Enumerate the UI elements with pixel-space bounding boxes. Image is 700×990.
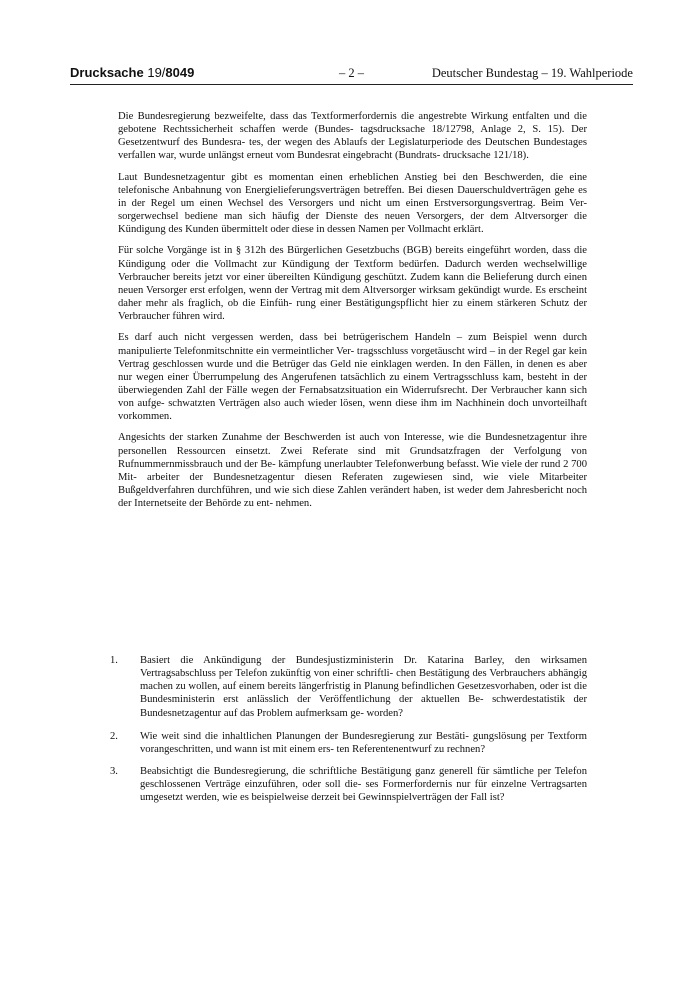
text-line: den wirksamen Vertragsabschluss per Telefon zukünftig von einer schriftli- [140, 655, 587, 680]
text-line: Namen per Vollmacht erklärt. [358, 224, 484, 236]
text-line: Mitarbeiter Bußgeldverfahren durchführen, und wie sich diese Zahlen verändert [118, 471, 588, 497]
question-list [110, 654, 587, 814]
text-line: schwatzten Verträgen also auch wieder lösen, wenn diese ihm im Nachhinein [168, 398, 505, 410]
text-line: ten Referentenentwurf zu rechnen? [336, 743, 486, 755]
text-line: bereits längerfristig in Planung befindlichen Gesetzesvorhaben, oder ist die [267, 681, 587, 693]
text-line: mit Grundsatzfragen der Verfolgung von Rufnummernmissbrauch und der Be- [118, 445, 588, 470]
doc-prefix: 19/ [147, 65, 166, 80]
text-line: Bundesministerin erst anlässlich der Veröffentlichung der aktuellen Be- [140, 694, 484, 706]
text-line: tagsdrucksache 18/12798, Anlage 2, S. 15). Der Gesetzentwurf des Bundesra- [118, 124, 587, 149]
body-paragraph [118, 431, 587, 510]
question-item [110, 730, 587, 756]
question-text [140, 730, 587, 756]
text-line: Basiert die Ankündigung der Bundesjustizministerin Dr. Katarina Barley, [140, 655, 505, 666]
text-line: Für solche Vorgänge ist in § 312h des Bürgerlichen Gesetzbuchs (BGB) bereits [118, 245, 464, 257]
text-line: ses Formerfordernis nur für einzelne Vertragsarten umgesetzt werden, wie [140, 779, 587, 804]
text-line: Die Bundesregierung bezweifelte, dass das Textformerfordernis die angestrebte [118, 111, 467, 122]
text-line: Wirkung entfalten und die gebotene Rechtssicherheit schaffen werde (Bundes- [118, 111, 587, 136]
text-line: betreffen. Bei diesen Dauerschuldverträgen gehe es in der Regel um einen [118, 184, 587, 209]
text-line: drucksache 121/18). [442, 150, 529, 162]
body-paragraph [118, 331, 587, 423]
question-number: 3. [110, 766, 118, 778]
body-paragraph [118, 244, 587, 323]
text-line: chen Bestätigung des Verbrauchers abhängig machen zu wollen, auf einem [140, 668, 588, 693]
text-line: vor einer übereilten Kündigung geschützt. Zudem kann die Belieferung durch [225, 271, 561, 283]
question-item [110, 654, 587, 720]
text-line: haben, ist weder dem Jahresbericht noch der Internetseite der Behörde zu ent- [118, 485, 587, 510]
text-line: wurde und die Betrüger das Geld nie einklagen werden. In den Fällen, in denen [206, 358, 554, 370]
text-line: kämpfung unerlaubter Telefonwerbung befasst. Wie viele der rund 2 700 Mit- [118, 458, 587, 483]
question-text [140, 654, 587, 720]
text-line: arbeiter der Bundesnetzagentur diesen Referaten zugewiesen sind, wie viele [147, 471, 530, 483]
text-line: gungslösung per Textform vorangeschritten, und wann ist mit einem ers- [140, 730, 587, 755]
text-line: Es darf auch nicht vergessen werden, dass bei betrügerischem Handeln – zum [118, 332, 487, 344]
text-line: es aber nur wegen einer Überrumpelung des Angerufenen tatsächlich zu einem [118, 358, 587, 383]
text-line: tes, der wegen des Ablaufs der Legislaturperiode des Deutschen Bundestages [249, 137, 587, 149]
institution-label: Deutscher Bundestag – 19. Wahlperiode [431, 66, 633, 80]
text-line: wirksam gekündigt wurde. Es erscheint daher mehr als fraglich, ob die Einfüh- [118, 284, 588, 310]
text-line: führen wird. [172, 311, 225, 323]
text-line: doch unvorteilhaft vorkommen. [118, 398, 587, 423]
text-line: Vertragsschluss kam, besteht in der überwiegenden Zahl der Fälle wegen der [118, 371, 587, 396]
body-paragraph [118, 110, 587, 163]
doc-label: Drucksache [70, 65, 144, 80]
text-line: Fernabsatzsituation ein Widerrufsrecht. Der Verbraucher kann sich von aufge- [118, 384, 587, 410]
text-line: schwerdestatistik der Bundesnetzagentur auf das Problem aufmerksam ge- [140, 694, 588, 719]
text-line: Beabsichtigt die Bundesregierung, die schriftliche Bestätigung ganz generell [140, 766, 474, 778]
text-line: Beispiel wenn durch manipulierte Telefonmitschnitte ein vermeintlicher Ver- [118, 332, 587, 357]
body-text [118, 110, 587, 518]
question-text [140, 765, 587, 804]
text-line: Textform bedürfen. Dadurch werden wechselwillige Verbraucher bereits jetzt [118, 258, 587, 283]
text-line: tragsschluss vorgetäuscht wird – in der Regel gar kein Vertrag geschlossen [118, 345, 587, 370]
text-line: einen neuen Versorger erst erfolgen, wenn der Vertrag mit dem Altversorger [118, 271, 587, 296]
text-line: Wechsel des Versorgers und nicht um einen Erstversorgungsvertrag. Beim Ver- [227, 197, 587, 209]
doc-number: 8049 [165, 65, 195, 80]
page-number: – 2 – [339, 66, 364, 80]
text-line: dem Altversorger die Kündigung des Kunden übermittelt oder diese in dessen [118, 211, 587, 236]
text-line: rung einer Bestätigungspflicht hier zu einem stärkeren Schutz der Verbraucher [118, 298, 587, 323]
text-line: Laut Bundesnetzagentur gibt es momentan einen erheblichen Anstieg bei den [118, 171, 478, 183]
text-line: Angesichts der starken Zunahme der Beschwerden ist auch von Interesse, wie [118, 432, 464, 444]
text-line: verfallen war, wurde unlängst erneut vom Bundesrat eingebracht (Bundrats- [118, 150, 441, 162]
header-rule [70, 84, 633, 85]
text-line: nehmen. [275, 498, 312, 510]
text-line: die Bundesnetzagentur ihre personellen Ressourcen einsetzt. Zwei Referate sind [118, 432, 587, 457]
question-number: 2. [110, 730, 118, 742]
text-line: eingeführt worden, dass die Kündigung oder die Vollmacht zur Kündigung der [118, 245, 588, 270]
question-item [110, 765, 587, 804]
text-line: es beispielweise derzeit bei Gewinnspielverträgen der Fall ist? [240, 792, 505, 804]
text-line: worden? [366, 707, 404, 719]
text-line: für sämtliche per Telefon geschlossenen Verträge einzuführen, oder soll die- [140, 766, 587, 791]
body-paragraph [118, 171, 587, 237]
question-number: 1. [110, 655, 118, 666]
text-line: Beschwerden, die eine telefonische Anbahnung von Energielieferungsverträgen [118, 171, 587, 196]
text-line: sorgerwechsel bediene man sich häufig der Dienste des neuen Versorgers, der [118, 211, 484, 223]
text-line: Wie weit sind die inhaltlichen Planungen der Bundesregierung zur Bestäti- [140, 730, 469, 742]
